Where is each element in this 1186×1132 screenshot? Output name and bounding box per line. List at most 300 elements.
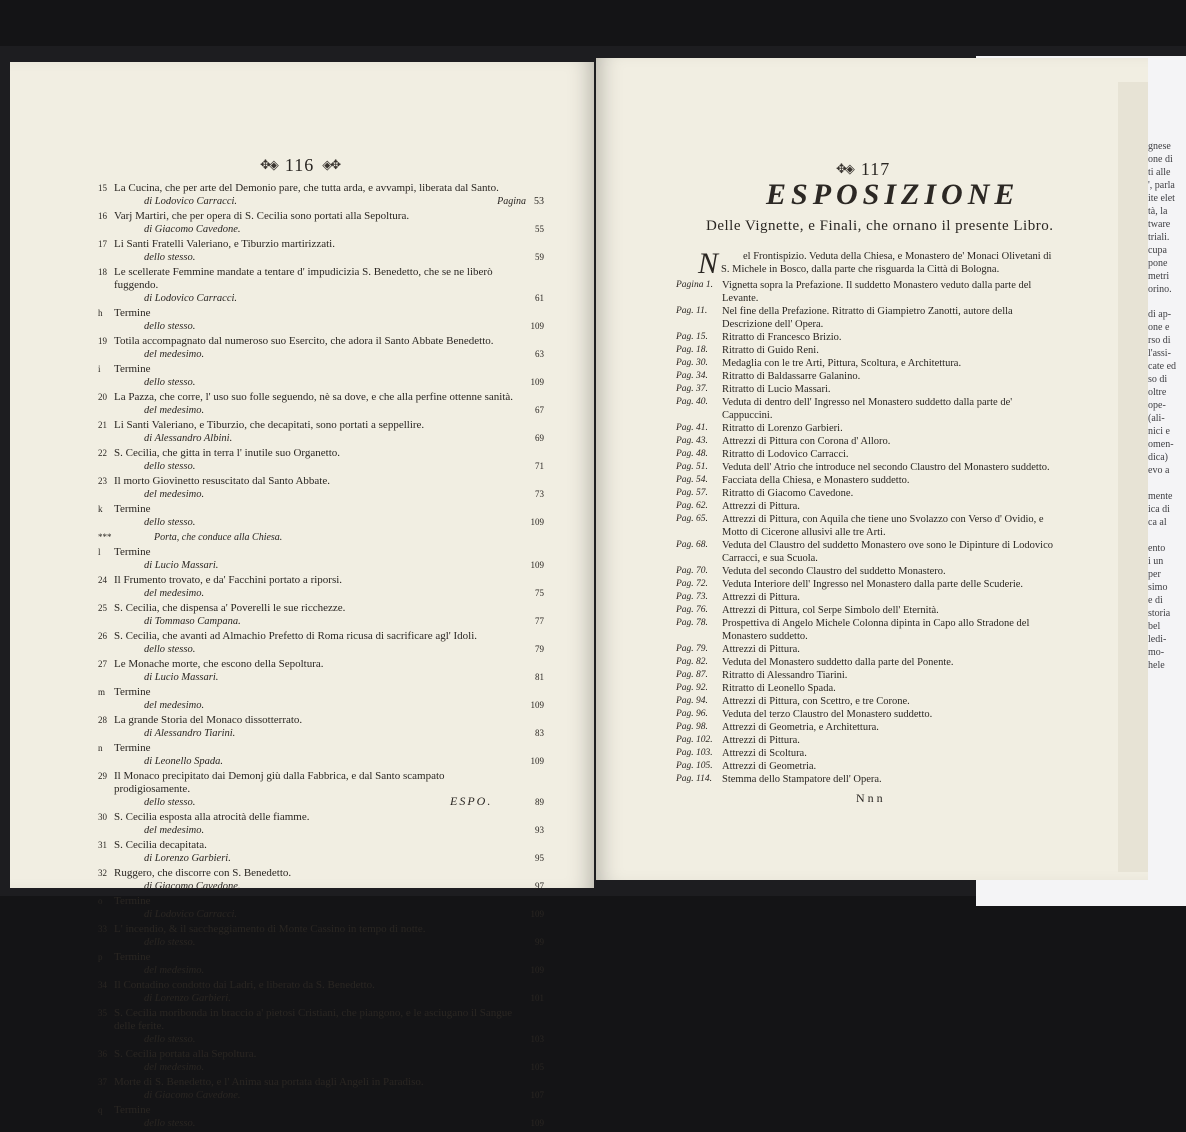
item-page-label: Pag. 78.: [676, 618, 708, 628]
entry-credit: di Lodovico Carracci.: [144, 196, 238, 207]
entry-page-number: 109: [530, 965, 544, 975]
entry-number: 28: [98, 715, 107, 725]
item-text: Nel fine della Prefazione. Ritratto di Giampietro Zanotti, autore della Descrizione dell' Opera.: [722, 306, 1013, 330]
item-text: Veduta dell' Atrio che introduce nel secondo Claustro del Monastero suddetto.: [722, 462, 1050, 473]
item-page-label: Pag. 92.: [676, 683, 708, 693]
entry-credit: di Lucio Massari.: [144, 672, 219, 683]
entry-credit: dello stesso.: [144, 461, 196, 472]
entry-text: Il Frumento trovato, e da' Facchini portato a riporsi.: [114, 574, 343, 586]
list-item: [676, 474, 1056, 487]
side-sheet-line: tware: [1148, 219, 1171, 230]
list-item: [676, 448, 1056, 461]
side-sheet-line: ti alle: [1148, 167, 1171, 178]
list-item: [676, 643, 1056, 656]
entry-credit: del medesimo.: [144, 489, 205, 500]
list-item: [676, 721, 1056, 734]
side-sheet-line: tà, la: [1148, 206, 1168, 217]
item-page-label: Pag. 70.: [676, 566, 708, 576]
entry-credit: di Lorenzo Garbieri.: [144, 993, 231, 1004]
entry-row: [98, 266, 544, 305]
item-page-label: Pag. 65.: [676, 514, 708, 524]
entry-text: S. Cecilia, che avanti ad Almachio Prefetto di Roma ricusa di sacrificare agl' Idoli.: [114, 630, 478, 642]
item-text: Attrezzi di Pittura.: [722, 501, 800, 512]
side-sheet-text-top: [1148, 140, 1186, 296]
entry-row: [98, 923, 544, 949]
list-item: [98, 266, 544, 305]
side-sheet-line: evo a: [1148, 465, 1170, 476]
item-page-label: Pag. 79.: [676, 644, 708, 654]
item-page-label: Pag. 30.: [676, 358, 708, 368]
list-item: [676, 370, 1056, 383]
side-sheet-line: per: [1148, 569, 1161, 580]
side-sheet-line: l'assi-: [1148, 348, 1171, 359]
list-item: [98, 867, 544, 893]
entry-credit: di Lucio Massari.: [144, 560, 219, 571]
item-text: Ritratto di Lucio Massari.: [722, 384, 831, 395]
entry-page-number: 107: [530, 1090, 544, 1100]
list-item: [98, 1048, 544, 1074]
item-text: Attrezzi di Scoltura.: [722, 748, 807, 759]
list-item: [676, 357, 1056, 370]
list-item: [98, 1104, 544, 1130]
list-item: [676, 617, 1056, 643]
entry-row: [98, 574, 544, 600]
right-page-header: [836, 158, 890, 180]
entry-number: 32: [98, 868, 107, 878]
entry-number: 17: [98, 239, 107, 249]
entry-credit: del medesimo.: [144, 1062, 205, 1073]
entry-row: [98, 1076, 544, 1102]
entry-text: La grande Storia del Monaco dissotterrato.: [114, 714, 303, 726]
entry-row: [98, 895, 544, 921]
entry-row: [98, 447, 544, 473]
entry-page-number: 61: [535, 293, 544, 303]
entry-number: 16: [98, 211, 107, 221]
entry-credit: di Alessandro Albini.: [144, 433, 233, 444]
entry-number: 22: [98, 448, 107, 458]
entry-page-number: 97: [535, 881, 544, 891]
entry-text: Termine: [114, 1104, 151, 1116]
side-sheet-line: ite elet: [1148, 193, 1175, 204]
catchword: ESPO.: [450, 794, 493, 808]
entry-number: 34: [98, 980, 107, 990]
entry-text: Termine: [114, 895, 151, 907]
entry-number: 37: [98, 1077, 107, 1087]
item-text: Medaglia con le tre Arti, Pittura, Scoltura, e Architettura.: [722, 358, 962, 369]
entry-number: 18: [98, 267, 107, 277]
side-sheet-line: di ap-: [1148, 309, 1172, 320]
list-item: [676, 734, 1056, 747]
entry-number: o: [98, 896, 103, 906]
list-item: [98, 979, 544, 1005]
left-page-header: [260, 154, 339, 176]
ornament-icon: ✥◈: [260, 157, 277, 172]
list-item: [98, 811, 544, 837]
item-page-label: Pag. 43.: [676, 436, 708, 446]
entry-text: Termine: [114, 951, 151, 963]
entry-page-number: 67: [535, 405, 544, 415]
entry-text: Morte di S. Benedetto, e l' Anima sua portata dagli Angeli in Paradiso.: [114, 1076, 424, 1088]
page-title: ESPOSIZIONE: [766, 178, 1020, 211]
entry-text: Il morto Giovinetto resuscitato dal Santo Abbate.: [114, 475, 330, 487]
entry-number: n: [98, 743, 103, 753]
entry-row: [98, 210, 544, 236]
entry-number: 26: [98, 631, 107, 641]
vignette-list: [676, 247, 1056, 786]
entry-text: Termine: [114, 546, 151, 558]
entry-text: Termine: [114, 363, 151, 375]
list-item: [676, 513, 1056, 539]
entry-page-number: 89: [535, 797, 544, 807]
entry-text: S. Cecilia portata alla Sepoltura.: [114, 1048, 257, 1060]
item-page-label: Pag. 87.: [676, 670, 708, 680]
list-item: [98, 546, 544, 572]
side-sheet-line: one di: [1148, 154, 1173, 165]
entry-text: Termine: [114, 503, 151, 515]
page-edge: [1118, 82, 1148, 872]
entry-credit: dello stesso.: [144, 377, 196, 388]
list-item: [98, 1076, 544, 1102]
entry-text: Termine: [114, 742, 151, 754]
plate-list: [98, 182, 544, 1132]
side-sheet-line: mente: [1148, 491, 1173, 502]
entry-row: [98, 363, 544, 389]
side-sheet-line: ope-: [1148, 400, 1166, 411]
entry-row: [98, 546, 544, 572]
item-page-label: Pag. 57.: [676, 488, 708, 498]
entry-number: 29: [98, 771, 107, 781]
list-item: [676, 591, 1056, 604]
list-item: [676, 539, 1056, 565]
side-sheet-line: cate ed: [1148, 361, 1177, 372]
item-page-label: Pag. 96.: [676, 709, 708, 719]
entry-row: [98, 1007, 544, 1046]
item-page-label: Pag. 51.: [676, 462, 708, 472]
entry-credit: dello stesso.: [144, 321, 196, 332]
entry-number: 20: [98, 392, 107, 402]
left-page: [10, 62, 594, 1129]
list-item: [676, 760, 1056, 773]
side-sheet-line: mo-: [1148, 647, 1165, 658]
entry-page-number: 73: [535, 489, 544, 499]
list-item: [98, 630, 544, 656]
entry-credit: dello stesso.: [144, 797, 196, 808]
list-item: [676, 331, 1056, 344]
list-item: [98, 475, 544, 501]
entry-credit: del medesimo.: [144, 588, 205, 599]
item-page-label: Pag. 73.: [676, 592, 708, 602]
list-item: [98, 447, 544, 473]
side-sheet-line: triali.: [1148, 232, 1170, 243]
entry-page-number: 75: [535, 588, 544, 598]
entry-number: k: [98, 504, 103, 514]
list-item: [676, 695, 1056, 708]
entry-row: [98, 602, 544, 628]
entry-text: Termine: [114, 307, 151, 319]
item-page-label: Pag. 18.: [676, 345, 708, 355]
entry-pagina-label: [497, 195, 544, 208]
item-text: Ritratto di Giacomo Cavedone.: [722, 488, 854, 499]
pagina-label: Pagina: [497, 196, 526, 207]
entry-text: Termine: [114, 686, 151, 698]
entry-page-number: 109: [530, 909, 544, 919]
entry-text: La Pazza, che corre, l' uso suo folle seguendo, nè sa dove, e che alla perfine ottenne sanità.: [114, 391, 514, 403]
entry-credit: di Giacomo Cavedone.: [144, 1090, 241, 1101]
side-sheet-line: ca al: [1148, 517, 1167, 528]
entry-text: Li Santi Fratelli Valeriano, e Tiburzio martirizzati.: [114, 238, 335, 250]
list-item: [676, 682, 1056, 695]
entry-row: [98, 811, 544, 837]
item-text: Ritratto di Lodovico Carracci.: [722, 449, 849, 460]
entry-text: S. Cecilia, che gitta in terra l' inutile suo Organetto.: [114, 447, 340, 459]
entry-number: 15: [98, 183, 107, 193]
item-page-label: Pag. 103.: [676, 748, 713, 758]
item-text: Attrezzi di Pittura.: [722, 644, 800, 655]
entry-number: q: [98, 1105, 103, 1115]
entry-number: 19: [98, 336, 107, 346]
entry-page-number: 109: [530, 700, 544, 710]
item-text: Ritratto di Baldassarre Galanino.: [722, 371, 861, 382]
list-item: [98, 951, 544, 977]
list-item: [676, 773, 1056, 786]
entry-page-number: 95: [535, 853, 544, 863]
entry-row: [98, 475, 544, 501]
side-sheet-line: simo: [1148, 582, 1168, 593]
entry-credit: di Lodovico Carracci.: [144, 293, 238, 304]
entry-porta: Porta, che conduce alla Chiesa.: [154, 532, 283, 543]
item-page-label: Pag. 102.: [676, 735, 713, 745]
entry-row: [98, 1104, 544, 1130]
list-item: [98, 923, 544, 949]
item-page-label: Pag. 15.: [676, 332, 708, 342]
entry-number: i: [98, 364, 101, 374]
list-item: [98, 1007, 544, 1046]
list-item: [98, 182, 544, 208]
entry-row: [98, 503, 544, 529]
item-text: Attrezzi di Pittura.: [722, 592, 800, 603]
item-page-label: Pag. 105.: [676, 761, 713, 771]
vignette-items: [676, 279, 1056, 786]
entry-number: l: [98, 547, 101, 557]
entry-number: m: [98, 687, 106, 697]
list-item: [676, 383, 1056, 396]
item-text: Prospettiva di Angelo Michele Colonna dipinta in Capo allo Stradone del Monastero suddetto.: [722, 618, 1030, 642]
list-item: [98, 574, 544, 600]
item-text: Vignetta sopra la Prefazione. Il suddetto Monastero veduto dalla parte del Levante.: [722, 280, 1032, 304]
entry-number: 21: [98, 420, 107, 430]
item-text: Ritratto di Lorenzo Garbieri.: [722, 423, 843, 434]
entry-row: [98, 714, 544, 740]
side-sheet-line: bel: [1148, 621, 1161, 632]
side-sheet-line: oltre: [1148, 387, 1167, 398]
list-item: [676, 708, 1056, 721]
side-sheet-line: (ali-: [1148, 413, 1165, 424]
item-page-label: Pag. 34.: [676, 371, 708, 381]
list-item: [676, 656, 1056, 669]
entry-row: [98, 335, 544, 361]
side-sheet-line: omen-: [1148, 439, 1174, 450]
list-item: [676, 747, 1056, 760]
entry-row: [98, 630, 544, 656]
item-text: Veduta del Monastero suddetto dalla parte del Ponente.: [722, 657, 954, 668]
item-text: Veduta del secondo Claustro del suddetto Monastero.: [722, 566, 946, 577]
entry-page-number: 81: [535, 672, 544, 682]
list-item: [98, 742, 544, 768]
entry-credit: dello stesso.: [144, 1118, 196, 1129]
list-item: [98, 419, 544, 445]
entry-row: [98, 658, 544, 684]
entry-page-number: 109: [530, 517, 544, 527]
list-item: [98, 503, 544, 529]
item-text: Veduta del terzo Claustro del Monastero suddetto.: [722, 709, 933, 720]
entry-credit: di Alessandro Tiarini.: [144, 728, 236, 739]
side-sheet-line: metri: [1148, 271, 1170, 282]
entry-credit: di Tommaso Campana.: [144, 616, 241, 627]
entry-text: S. Cecilia esposta alla atrocità delle fiamme.: [114, 811, 310, 823]
list-item: [676, 487, 1056, 500]
list-item: [98, 531, 518, 544]
right-page: [596, 58, 1148, 880]
item-text: Facciata della Chiesa, e Monastero suddetto.: [722, 475, 910, 486]
item-text: Attrezzi di Pittura, con Scettro, e tre Corone.: [722, 696, 910, 707]
entry-number: 36: [98, 1049, 107, 1059]
item-text: Veduta di dentro dell' Ingresso nel Monastero suddetto dalla parte de' Cappuccini.: [722, 397, 1013, 421]
entry-credit: del medesimo.: [144, 349, 205, 360]
entry-page-number: 69: [535, 433, 544, 443]
entry-number: 35: [98, 1008, 107, 1018]
list-item: [98, 686, 544, 712]
side-sheet-line: storia: [1148, 608, 1171, 619]
entry-credit: dello stesso.: [144, 1034, 196, 1045]
entry-row: [98, 686, 544, 712]
list-item: [98, 307, 544, 333]
item-text: Ritratto di Alessandro Tiarini.: [722, 670, 848, 681]
entry-text: Ruggero, che discorre con S. Benedetto.: [114, 867, 292, 879]
entry-number: 31: [98, 840, 107, 850]
item-text: Ritratto di Francesco Brizio.: [722, 332, 842, 343]
entry-credit: del medesimo.: [144, 405, 205, 416]
entry-page-number: 55: [535, 224, 544, 234]
list-item: [676, 435, 1056, 448]
entry-credit: di Lorenzo Garbieri.: [144, 853, 231, 864]
entry-text: La Cucina, che per arte del Demonio pare, che tutta arda, e avvampi, liberata dal Santo.: [114, 182, 499, 194]
entry-number: h: [98, 308, 103, 318]
entry-page-number: 71: [535, 461, 544, 471]
entry-credit: del medesimo.: [144, 700, 205, 711]
list-item: [98, 714, 544, 740]
item-page-label: Pag. 40.: [676, 397, 708, 407]
list-item: [676, 461, 1056, 474]
entry-credit: del medesimo.: [144, 965, 205, 976]
item-text: Attrezzi di Pittura con Corona d' Alloro.: [722, 436, 891, 447]
side-sheet-line: e di: [1148, 595, 1163, 606]
item-text: Attrezzi di Pittura.: [722, 735, 800, 746]
side-sheet-line: rso di: [1148, 335, 1171, 346]
entry-page-number: 77: [535, 616, 544, 626]
ornament-icon: ✥◈: [836, 161, 853, 176]
side-sheet-line: dica): [1148, 452, 1168, 463]
item-page-label: Pag. 54.: [676, 475, 708, 485]
list-item: [98, 391, 544, 417]
intro-paragraph: [676, 247, 1056, 280]
list-item: [676, 604, 1056, 617]
entry-text: Le scellerate Femmine mandate a tentare d' impudicizia S. Benedetto, che se ne liberò fuggendo.: [114, 266, 493, 291]
list-item: [676, 565, 1056, 578]
entry-page-number: 53: [534, 196, 544, 207]
entry-row: [98, 867, 544, 893]
entry-row: [98, 979, 544, 1005]
entry-credit: di Leonello Spada.: [144, 756, 224, 767]
item-page-label: Pag. 11.: [676, 306, 708, 316]
list-item: [676, 669, 1056, 682]
entry-credit: dello stesso.: [144, 937, 196, 948]
entry-number: 27: [98, 659, 107, 669]
list-item: [676, 578, 1056, 591]
entry-credit: di Giacomo Cavedone.: [144, 224, 241, 235]
entry-row: [98, 951, 544, 977]
entry-row: [98, 742, 544, 768]
item-text: Attrezzi di Pittura, col Serpe Simbolo dell' Eternità.: [722, 605, 939, 616]
list-item: [676, 396, 1056, 422]
item-page-label: Pag. 82.: [676, 657, 708, 667]
side-sheet-line: ledi-: [1148, 634, 1167, 645]
list-item: [98, 363, 544, 389]
list-item: [98, 895, 544, 921]
left-page-number: 116: [284, 154, 315, 175]
entry-number: 25: [98, 603, 107, 613]
side-sheet-line: [1148, 477, 1186, 490]
side-sheet-line: hele: [1148, 660, 1165, 671]
entry-text: S. Cecilia decapitata.: [114, 839, 207, 851]
entry-page-number: 109: [530, 377, 544, 387]
item-text: Stemma dello Stampatore dell' Opera.: [722, 774, 882, 785]
entry-text: Il Contadino condotto dai Ladri, e liberato da S. Benedetto.: [114, 979, 375, 991]
side-sheet-line: ica di: [1148, 504, 1170, 515]
entry-page-number: 63: [535, 349, 544, 359]
entry-number: p: [98, 952, 103, 962]
entry-text: S. Cecilia, che dispensa a' Poverelli le sue ricchezze.: [114, 602, 346, 614]
entry-text: Totila accompagnato dal numeroso suo Esercito, che adora il Santo Abbate Benedetto.: [114, 335, 494, 347]
list-item: [98, 602, 544, 628]
item-page-label: Pag. 76.: [676, 605, 708, 615]
item-page-label: Pag. 114.: [676, 774, 712, 784]
entry-credit: dello stesso.: [144, 644, 196, 655]
item-page-label: Pag. 48.: [676, 449, 708, 459]
item-page-label: Pag. 37.: [676, 384, 708, 394]
entry-page-number: 93: [535, 825, 544, 835]
entry-text: Il Monaco precipitato dai Demonj giù dalla Fabbrica, e dal Santo scampato prodigiosamente.: [114, 770, 445, 795]
entry-text: S. Cecilia moribonda in braccio a' pietosi Cristiani, che piangono, e le asciugano il Sangue delle ferite.: [114, 1007, 513, 1032]
side-sheet-line: ', parla: [1148, 180, 1175, 191]
entry-row: [98, 238, 544, 264]
item-text: Veduta Interiore dell' Ingresso nel Monastero dalla parte delle Scuderie.: [722, 579, 1024, 590]
item-text: Ritratto di Guido Reni.: [722, 345, 819, 356]
entry-page-number: 109: [530, 321, 544, 331]
item-text: Attrezzi di Geometria.: [722, 761, 817, 772]
entry-text: Le Monache morte, che escono della Sepoltura.: [114, 658, 324, 670]
side-sheet-line: [1148, 529, 1186, 542]
list-item: [98, 658, 544, 684]
signature-mark: Nnn: [856, 791, 886, 805]
side-sheet-line: ento: [1148, 543, 1166, 554]
list-item: [676, 500, 1056, 513]
item-text: Ritratto di Leonello Spada.: [722, 683, 836, 694]
page-subtitle: Delle Vignette, e Finali, che ornano il presente Libro.: [706, 218, 1054, 234]
entry-number: 24: [98, 575, 107, 585]
entry-page-number: 103: [530, 1034, 544, 1044]
entry-row: [98, 182, 544, 208]
entry-page-number: 101: [530, 993, 544, 1003]
